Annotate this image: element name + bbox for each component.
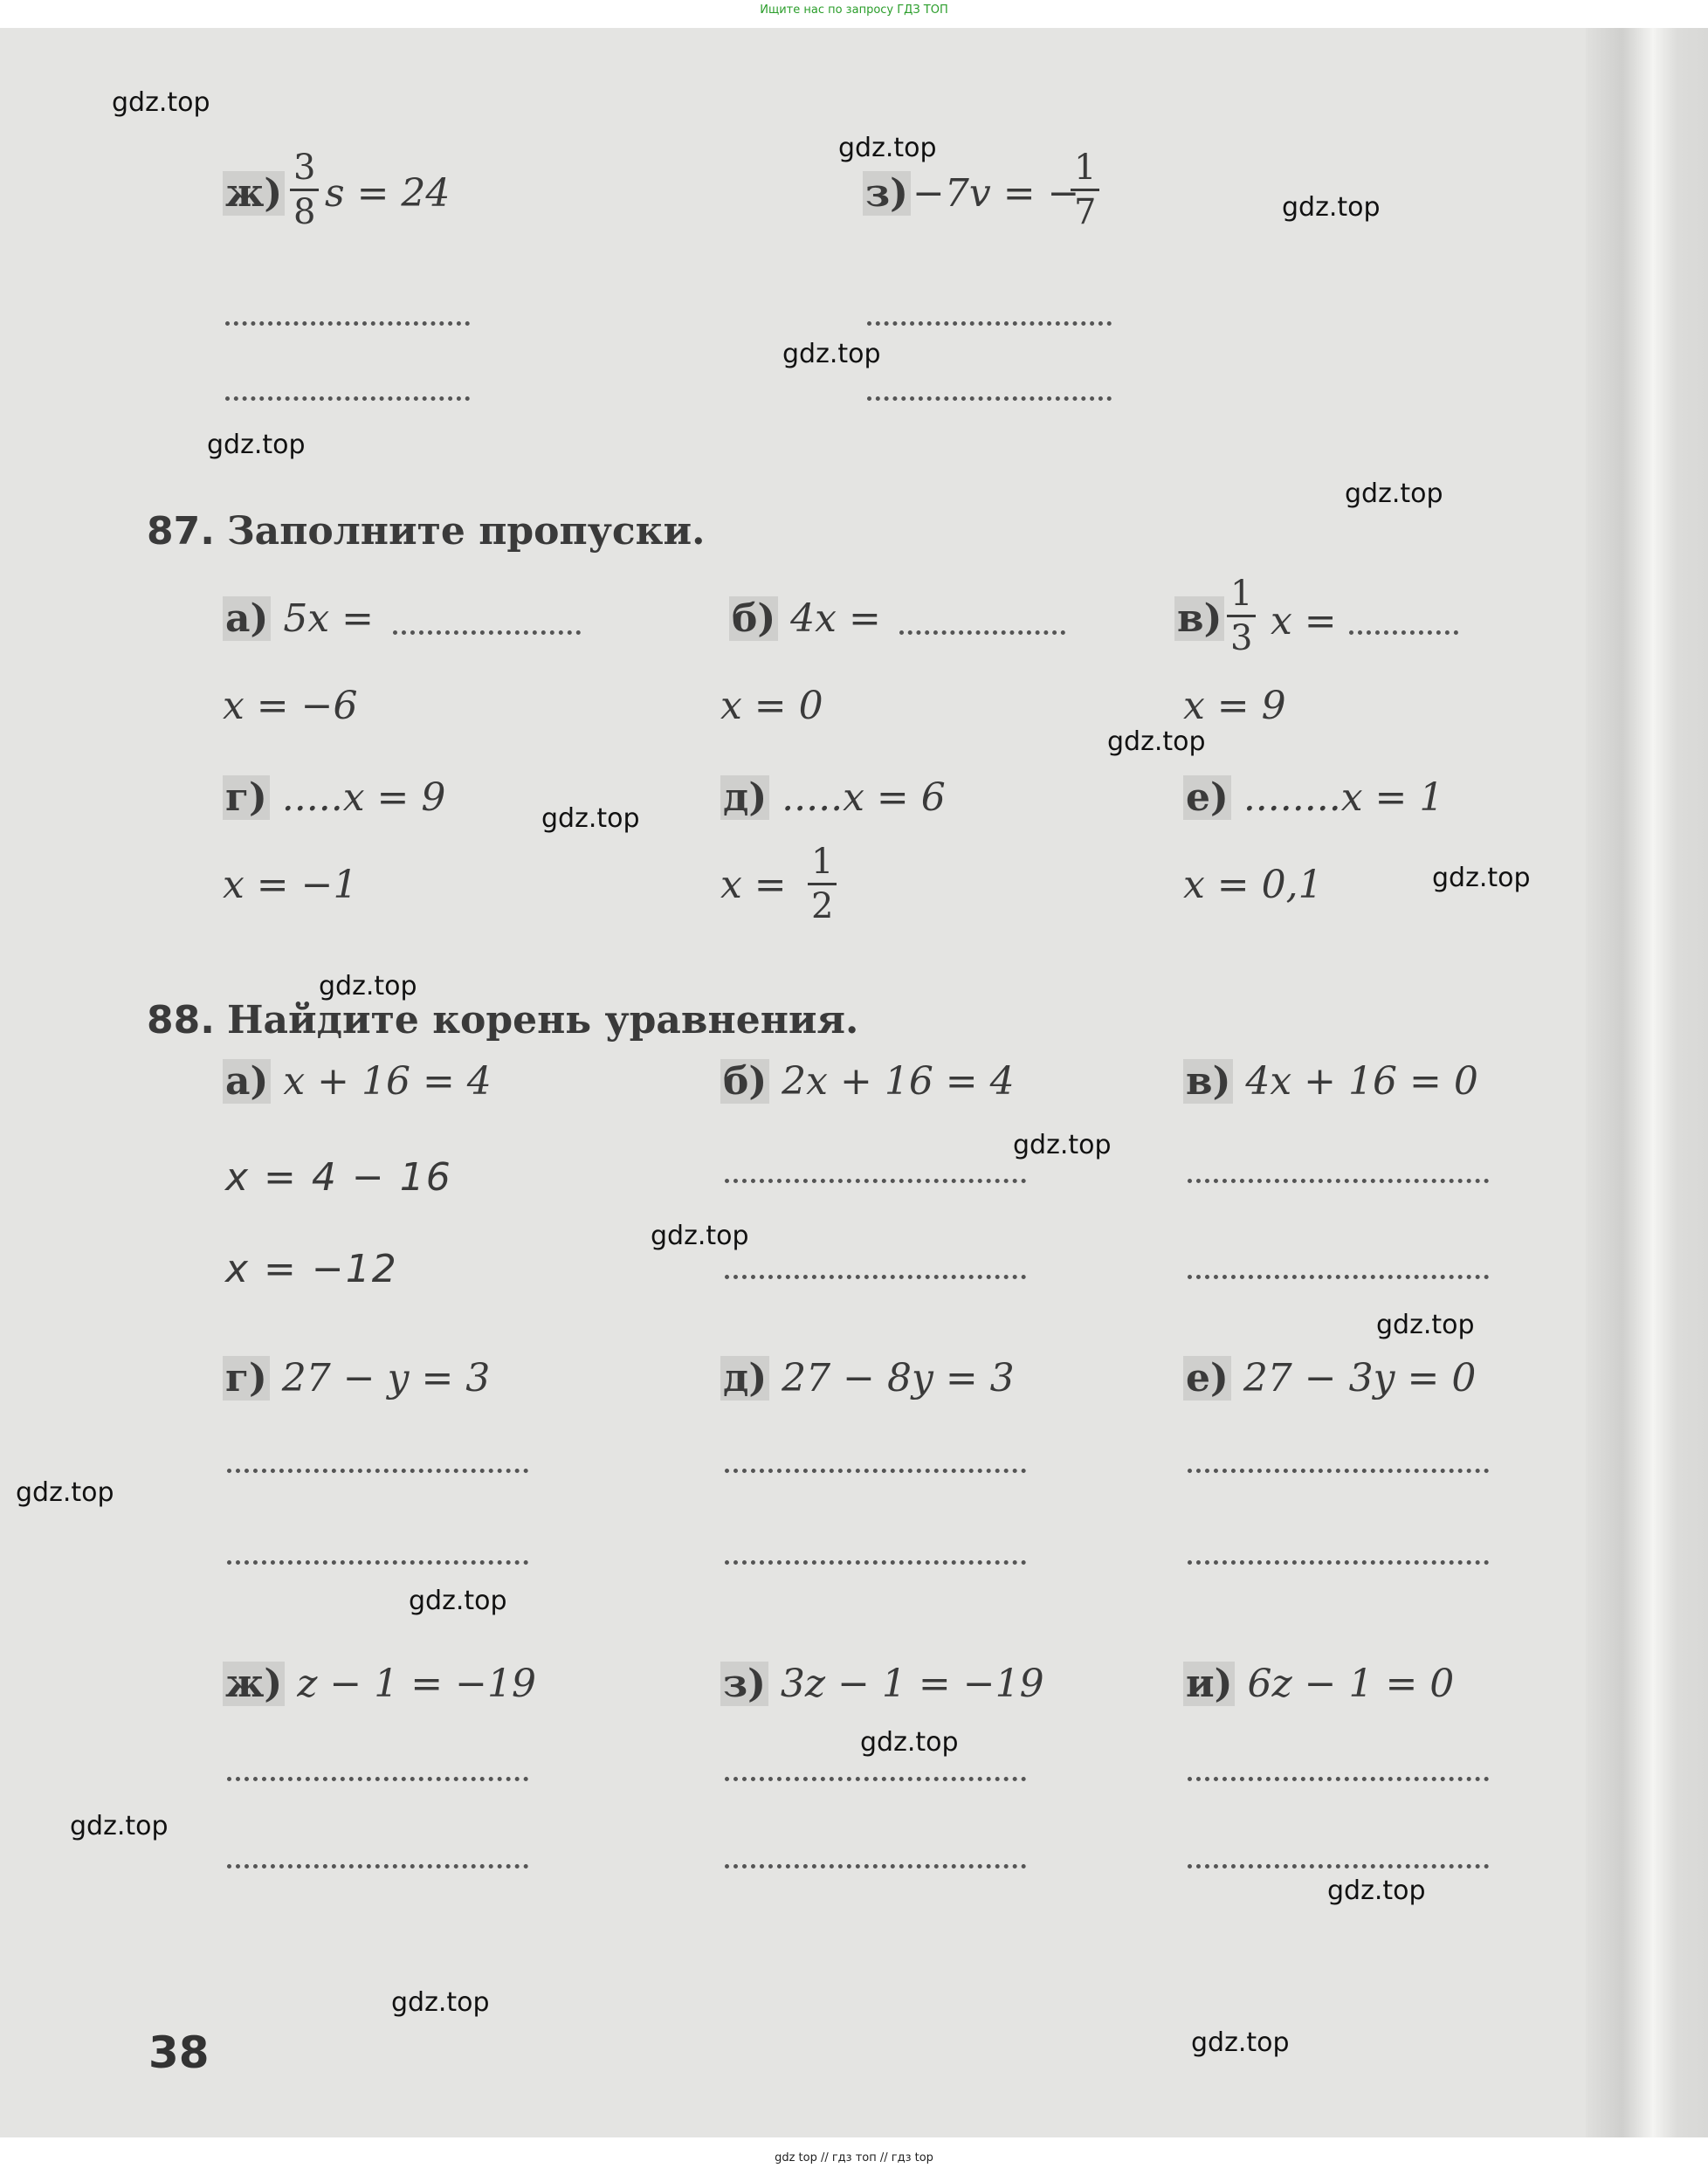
ex88-z-equation: з) 3z − 1 = −19 (720, 1665, 1044, 1703)
answer-line[interactable] (1188, 1275, 1489, 1279)
answer-line[interactable] (725, 1864, 1026, 1869)
top-banner[interactable]: Ищите нас по запросу ГДЗ ТОП (760, 3, 948, 17)
watermark: gdz.top (541, 803, 640, 834)
ex87-d-equation: д) .....x = 6 (720, 779, 946, 817)
ex88-b-equation: б) 2x + 16 = 4 (720, 1063, 1015, 1101)
answer-line[interactable] (725, 1560, 1026, 1565)
answer-line[interactable] (1188, 1560, 1489, 1565)
prev-zh-equation: s = 24 (325, 171, 451, 216)
watermark: gdz.top (651, 1221, 749, 1251)
ex88-a-equation: а) x + 16 = 4 (223, 1063, 492, 1101)
prev-z-fraction: $\frac{1}{7}$ (1071, 150, 1099, 230)
watermark: gdz.top (1107, 726, 1206, 757)
answer-line[interactable] (227, 1560, 528, 1565)
ex88-e-equation: е) 27 − 3y = 0 (1183, 1359, 1476, 1398)
ex87-a-answer: x = −6 (223, 684, 358, 728)
answer-line[interactable] (867, 396, 1112, 401)
ex87-g-answer: x = −1 (223, 863, 358, 907)
answer-line[interactable] (1188, 1777, 1489, 1781)
watermark: gdz.top (1191, 2027, 1290, 2058)
ex87-a-equation: а) 5x = (223, 600, 374, 638)
page-spine-shadow (1586, 28, 1708, 2137)
ex87-b-answer: x = 0 (720, 684, 823, 728)
exercise-87-heading: 87. Заполните пропуски. (147, 509, 706, 554)
watermark: gdz.top (1013, 1130, 1112, 1160)
ex87-g-equation: г) .....x = 9 (223, 779, 445, 817)
watermark: gdz.top (319, 971, 417, 1001)
answer-line[interactable] (225, 321, 470, 326)
ex88-g-equation: г) 27 − y = 3 (223, 1359, 490, 1398)
watermark: gdz.top (391, 1987, 490, 2018)
ex87-e-equation: е) ........x = 1 (1183, 779, 1443, 817)
answer-line[interactable] (227, 1864, 528, 1869)
watermark: gdz.top (409, 1586, 507, 1616)
prev-zh-fraction: $\frac{3}{8}$ (290, 150, 319, 230)
watermark: gdz.top (838, 133, 937, 163)
answer-line[interactable] (227, 1469, 528, 1473)
ex87-b-equation: б) 4x = (729, 600, 881, 638)
answer-line[interactable] (867, 321, 1112, 326)
ex88-d-equation: д) 27 − 8y = 3 (720, 1359, 1015, 1398)
answer-line[interactable] (1188, 1179, 1489, 1183)
fill-blank[interactable] (1349, 630, 1458, 635)
answer-line[interactable] (225, 396, 470, 401)
bottom-banner[interactable]: gdz top // гдз топ // гдз top (775, 2151, 933, 2165)
prev-z-label: з) (863, 175, 911, 213)
watermark: gdz.top (1376, 1310, 1475, 1340)
ex87-v-label: в) (1174, 600, 1224, 638)
ex87-d-fraction: $\frac{1}{2}$ (808, 844, 837, 924)
fill-blank[interactable] (899, 630, 1065, 635)
watermark: gdz.top (112, 87, 210, 118)
watermark: gdz.top (70, 1811, 169, 1841)
page-number: 38 (148, 2027, 210, 2078)
watermark: gdz.top (207, 430, 306, 460)
prev-z-equation: −7v = − (913, 171, 1080, 216)
workbook-page (0, 28, 1708, 2137)
answer-line[interactable] (725, 1179, 1026, 1183)
answer-line[interactable] (725, 1777, 1026, 1781)
answer-line[interactable] (725, 1275, 1026, 1279)
answer-line[interactable] (227, 1777, 528, 1781)
ex88-v-equation: в) 4x + 16 = 0 (1183, 1063, 1478, 1101)
prev-zh-label: ж) (223, 175, 285, 213)
watermark: gdz.top (1432, 863, 1531, 893)
fill-blank[interactable] (393, 630, 581, 635)
ex88-i-equation: и) 6z − 1 = 0 (1183, 1665, 1454, 1703)
answer-line[interactable] (725, 1469, 1026, 1473)
watermark: gdz.top (1345, 478, 1443, 509)
ex87-v-equation: x = (1271, 599, 1337, 644)
ex87-d-answer: x = (720, 863, 787, 907)
ex88-a-solution-step-2: x = −12 (225, 1247, 398, 1291)
ex88-a-solution-step-1: x = 4 − 16 (225, 1155, 452, 1200)
ex87-v-fraction: $\frac{1}{3}$ (1227, 576, 1256, 656)
answer-line[interactable] (1188, 1469, 1489, 1473)
watermark: gdz.top (1282, 192, 1381, 223)
ex88-zh-equation: ж) z − 1 = −19 (223, 1665, 536, 1703)
answer-line[interactable] (1188, 1864, 1489, 1869)
exercise-88-heading: 88. Найдите корень уравнения. (147, 998, 859, 1043)
ex87-v-answer: x = 9 (1183, 684, 1286, 728)
ex87-e-answer: x = 0,1 (1183, 863, 1323, 907)
watermark: gdz.top (16, 1477, 114, 1508)
watermark: gdz.top (1327, 1875, 1426, 1906)
watermark: gdz.top (860, 1727, 959, 1758)
watermark: gdz.top (782, 339, 881, 369)
